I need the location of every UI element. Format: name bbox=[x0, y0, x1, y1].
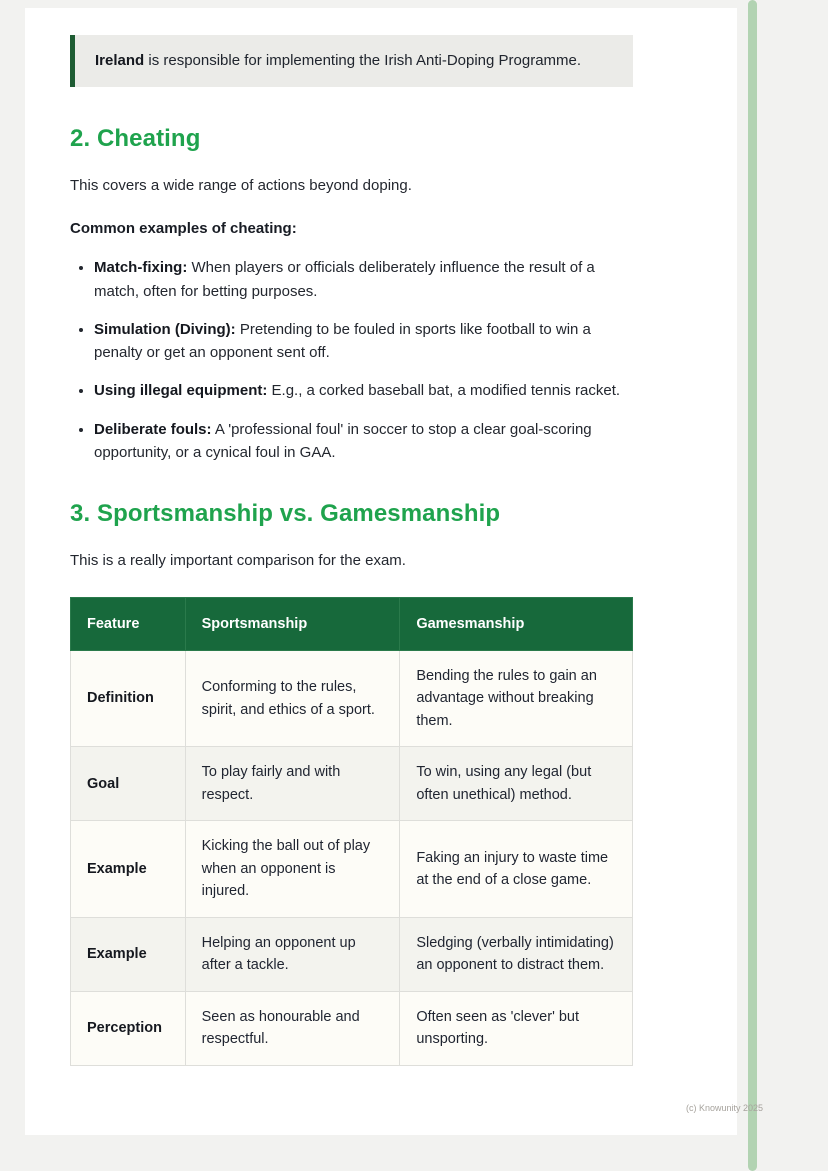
table-cell-feature: Definition bbox=[71, 650, 186, 746]
table-cell: Sledging (verbally intimidating) an opponent to distract them. bbox=[400, 917, 633, 991]
table-cell-feature: Example bbox=[71, 821, 186, 917]
table-cell: To win, using any legal (but often unethical) method. bbox=[400, 747, 633, 821]
table-header-feature: Feature bbox=[71, 597, 186, 650]
table-row bbox=[71, 747, 633, 821]
table-cell-feature: Perception bbox=[71, 991, 186, 1065]
table-header-gamesmanship: Gamesmanship bbox=[400, 597, 633, 650]
table-row bbox=[71, 917, 633, 991]
table-cell-feature: Example bbox=[71, 917, 186, 991]
table-cell: Conforming to the rules, spirit, and ethics of a sport. bbox=[185, 650, 400, 746]
table-cell: Faking an injury to waste time at the end of a close game. bbox=[400, 821, 633, 917]
callout-rest: is responsible for implementing the Irish Anti-Doping Programme. bbox=[144, 52, 582, 69]
table-cell: Bending the rules to gain an advantage without breaking them. bbox=[400, 650, 633, 746]
table-cell: Often seen as 'clever' but unsporting. bbox=[400, 991, 633, 1065]
list-item-text: A 'professional foul' in soccer to stop a clear goal-scoring opportunity, or a cynical foul in GAA. bbox=[94, 420, 592, 461]
table-cell: Kicking the ball out of play when an opponent is injured. bbox=[185, 821, 400, 917]
cheating-list-intro: Common examples of cheating: bbox=[70, 219, 297, 237]
table-cell: To play fairly and with respect. bbox=[185, 747, 400, 821]
callout-bold: Ireland bbox=[95, 52, 145, 69]
section-heading-cheating: 2. Cheating bbox=[70, 125, 201, 153]
document-page bbox=[25, 8, 737, 1135]
section-heading-sportsmanship: 3. Sportsmanship vs. Gamesmanship bbox=[70, 500, 501, 527]
comparison-table bbox=[70, 597, 633, 1066]
list-item-match-fixing bbox=[94, 256, 633, 303]
table-cell: Helping an opponent up after a tackle. bbox=[185, 917, 400, 991]
document-content bbox=[25, 8, 678, 1066]
table-row bbox=[71, 821, 633, 917]
list-item-text: Pretending to be fouled in sports like football to win a penalty or get an opponent sent off. bbox=[94, 320, 591, 361]
watermark: (c) Knowunity 2025 bbox=[686, 1103, 764, 1113]
list-item-term: Using illegal equipment: bbox=[94, 382, 268, 400]
table-cell-feature: Goal bbox=[71, 747, 186, 821]
callout-quote bbox=[70, 35, 633, 87]
table-cell: Seen as honourable and respectful. bbox=[185, 991, 400, 1065]
list-item-term: Deliberate fouls: bbox=[94, 420, 212, 438]
table-row bbox=[71, 650, 633, 746]
table-header-row bbox=[71, 597, 633, 650]
cheating-examples-list bbox=[76, 256, 633, 464]
list-item-term: Simulation (Diving): bbox=[94, 320, 236, 338]
list-item-illegal-equipment bbox=[94, 379, 633, 402]
list-item-term: Match-fixing: bbox=[94, 259, 188, 277]
callout-text bbox=[95, 48, 613, 74]
table-row bbox=[71, 991, 633, 1065]
table-header-sportsmanship: Sportsmanship bbox=[185, 597, 400, 650]
comparison-intro-paragraph: This is a really important comparison for the exam. bbox=[70, 552, 406, 569]
cheating-intro-paragraph: This covers a wide range of actions beyond doping. bbox=[70, 177, 412, 195]
list-item-text: When players or officials deliberately influence the result of a match, often for betting purposes. bbox=[94, 259, 595, 300]
scrollbar[interactable] bbox=[748, 0, 757, 1171]
list-item-text: E.g., a corked baseball bat, a modified tennis racket. bbox=[267, 382, 621, 400]
list-item-simulation bbox=[94, 318, 633, 365]
list-item-deliberate-fouls bbox=[94, 418, 633, 465]
